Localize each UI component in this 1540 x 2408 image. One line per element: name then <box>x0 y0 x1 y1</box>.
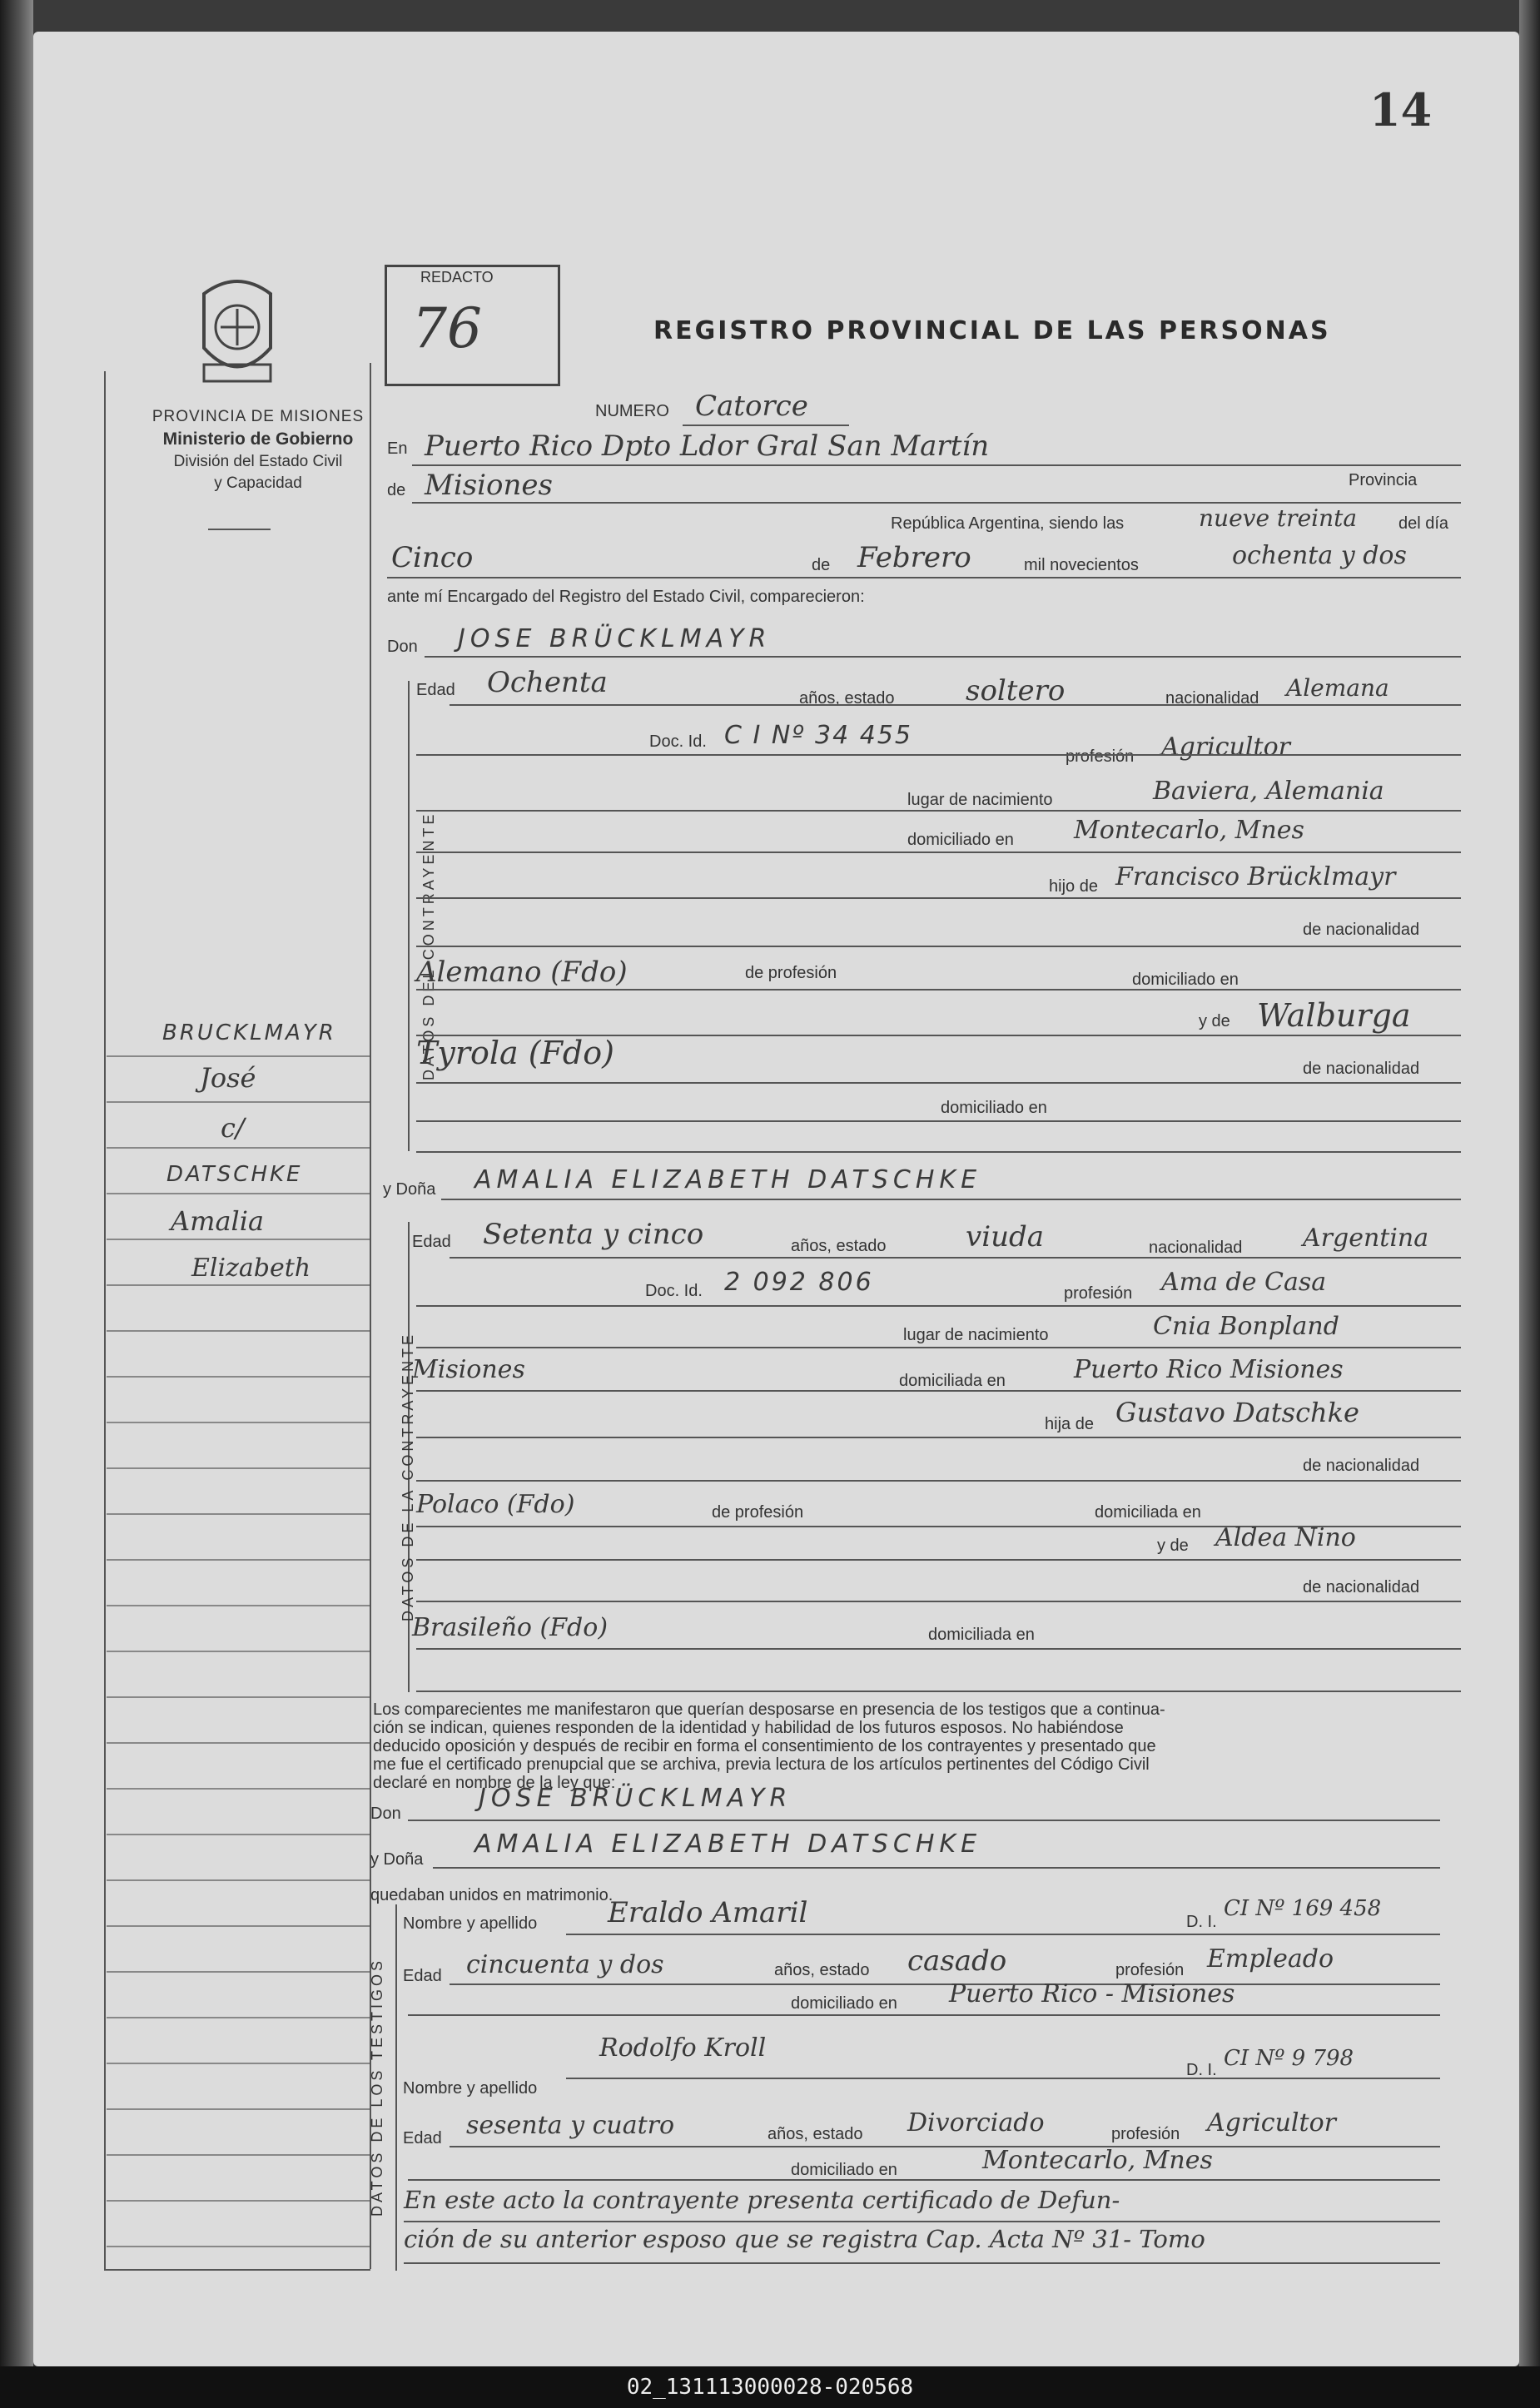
en-label: En <box>387 439 408 458</box>
c-edad-rule <box>450 704 1461 706</box>
f-madre-nac-rule <box>416 1601 1461 1602</box>
c-lugar-label: lugar de nacimiento <box>907 791 1053 809</box>
f-de-nac-rule <box>416 1480 1461 1482</box>
c-madre-value: Walburga <box>1257 997 1411 1034</box>
margin-note-name-2: Amalia <box>171 1205 265 1237</box>
lugar-acto-value: Puerto Rico Dpto Ldor Gral San Martín <box>425 429 990 463</box>
provincia-label: Provincia <box>1349 471 1418 489</box>
c-de-nac2-label: de nacionalidad <box>1303 1060 1420 1078</box>
c-lugar-value: Baviera, Alemania <box>1153 777 1384 806</box>
declaration-line-4: me fue el certificado prenupcial que se archiva, previa lectura de los artículos pertinentes del Código Civil <box>373 1755 1150 1774</box>
ante-label: ante mí Encargado del Registro del Estado Civil, comparecieron: <box>387 588 865 606</box>
f-dom-rule <box>416 1390 1461 1392</box>
f-madre-rule <box>416 1559 1461 1561</box>
c-anos-label: años, estado <box>799 689 895 708</box>
margin-ruled-line <box>107 2017 370 2018</box>
declaration-line-3: deducido oposición y después de recibir en forma el consentimiento de los contrayentes y presentado que <box>373 1737 1156 1755</box>
c-madre-apellido-value: Tyrola (Fdo) <box>416 1035 614 1071</box>
margin-ruled-line <box>107 2063 370 2064</box>
c-dom2-label: domiciliado en <box>941 1099 1047 1117</box>
margin-ruled-line <box>107 2108 370 2110</box>
margin-ruled-line <box>107 1742 370 1744</box>
t2-nombre-label: Nombre y apellido <box>403 2079 538 2098</box>
c-doc-label: Doc. Id. <box>649 732 707 751</box>
f-hija-rule <box>416 1437 1461 1438</box>
archive-id: 02_131113000028-020568 <box>0 2366 1540 2408</box>
f-doc-value: 2 092 806 <box>724 1268 874 1297</box>
margin-ruled-line <box>107 1147 370 1149</box>
nota-line-1: En este acto la contrayente presenta certificado de Defun- <box>404 2186 1120 2214</box>
margin-note-name: José <box>200 1062 256 1094</box>
decl-dona-value: AMALIA ELIZABETH DATSCHKE <box>474 1830 982 1859</box>
f-y-de-label: y de <box>1157 1537 1189 1555</box>
book-binding <box>0 0 33 2408</box>
decl-don-value: JOSE BRÜCKLMAYR <box>479 1784 792 1813</box>
lugar-acto-rule <box>412 464 1461 466</box>
c-nac-label: nacionalidad <box>1165 689 1259 708</box>
t1-prof-value: Empleado <box>1207 1944 1334 1974</box>
decl-don-rule <box>408 1820 1440 1821</box>
decl-dona-rule <box>433 1867 1440 1869</box>
dona-rule <box>441 1199 1461 1200</box>
margin-ruled-line <box>107 1284 370 1286</box>
c-estado-value: soltero <box>966 674 1066 708</box>
margin-rule-left <box>104 371 106 2269</box>
c-de-nac-rule <box>416 946 1461 947</box>
c-hijo-label: hijo de <box>1049 877 1098 896</box>
c-dom-value: Montecarlo, Mnes <box>1074 816 1304 845</box>
c-hijo-value: Francisco Brücklmayr <box>1115 862 1396 891</box>
t2-prof-label: profesión <box>1111 2125 1180 2143</box>
t2-anos-label: años, estado <box>768 2125 863 2143</box>
unidos-label: quedaban unidos en matrimonio. <box>370 1886 614 1904</box>
c-de-prof-label: de profesión <box>745 964 837 982</box>
f-prof-label: profesión <box>1064 1284 1133 1303</box>
f-nac-label: nacionalidad <box>1149 1239 1243 1257</box>
book-edge <box>1519 0 1540 2408</box>
t1-edad-rule <box>450 1983 1440 1985</box>
de2-label: de <box>812 556 831 574</box>
margin-ruled-line <box>107 1376 370 1378</box>
margin-ruled-line <box>107 1605 370 1606</box>
de-label: de <box>387 481 406 499</box>
margin-ruled-line <box>107 1101 370 1103</box>
margin-ruled-line <box>107 1651 370 1652</box>
c-edad-value: Ochenta <box>487 666 608 699</box>
margin-ruled-line <box>107 1834 370 1835</box>
t2-dom-rule <box>408 2179 1440 2181</box>
f-de-nac2-label: de nacionalidad <box>1303 1578 1420 1596</box>
margin-ruled-line <box>107 1330 370 1332</box>
register-page <box>33 32 1519 2366</box>
margin-ruled-line <box>107 1467 370 1469</box>
f-estado-value: viuda <box>966 1220 1045 1254</box>
t1-prof-label: profesión <box>1115 1961 1185 1979</box>
margin-ruled-line <box>107 1513 370 1515</box>
f-hija-value: Gustavo Datschke <box>1115 1397 1359 1428</box>
declaration-line-2: ción se indican, quienes responden de la identidad y habilidad de los futuros esposos. No habiéndose <box>373 1719 1124 1737</box>
margin-ruled-line <box>107 1879 370 1881</box>
provincial-seal-icon <box>187 269 287 390</box>
don-value: JOSE BRÜCKLMAYR <box>458 624 772 653</box>
redacto-value: 76 <box>412 296 482 360</box>
c-dom2-rule <box>416 1120 1461 1122</box>
margin-ruled-line <box>107 1788 370 1790</box>
don-label: Don <box>387 638 418 656</box>
t2-edad-value: sesenta y cuatro <box>466 2111 675 2140</box>
c-hijo-rule <box>416 897 1461 899</box>
dona-label: y Doña <box>383 1180 436 1199</box>
f-doc-label: Doc. Id. <box>645 1282 703 1300</box>
f-anos-label: años, estado <box>791 1237 887 1255</box>
mil-label: mil novecientos <box>1024 556 1139 574</box>
margin-bottom-rule <box>104 2269 370 2271</box>
header-divider <box>208 529 271 530</box>
margin-ruled-line <box>107 1055 370 1057</box>
t1-nombre-value: Eraldo Amaril <box>608 1896 808 1929</box>
c-edad-label: Edad <box>416 681 455 699</box>
t2-dom-value: Montecarlo, Mnes <box>982 2146 1213 2175</box>
f-lugar-prov-value: Misiones <box>412 1355 525 1384</box>
del-dia-label: del día <box>1398 514 1449 533</box>
f-prof-value: Ama de Casa <box>1161 1268 1327 1297</box>
margin-note-surname: BRUCKLMAYR <box>162 1020 336 1045</box>
page-number: 14 <box>1369 83 1433 137</box>
t2-edad-label: Edad <box>403 2129 442 2147</box>
c-padre-dom-label: domiciliado en <box>1132 971 1239 989</box>
c-lugar-rule <box>416 810 1461 812</box>
margin-ruled-line <box>107 2246 370 2247</box>
t2-dom-label: domiciliado en <box>791 2161 897 2179</box>
margin-note-con: c/ <box>221 1112 245 1144</box>
f-doc-rule <box>416 1305 1461 1307</box>
c-padre-rule <box>416 989 1461 991</box>
c-dom-label: domiciliado en <box>907 831 1014 849</box>
declaration-line-1: Los comparecientes me manifestaron que querían desposarse en presencia de los testigos que a continua- <box>373 1700 1165 1719</box>
c-y-de-label: y de <box>1199 1012 1230 1030</box>
contrayenta-section-label: DATOS DE LA CONTRAYENTE <box>400 1331 416 1621</box>
f-dom-label: domiciliada en <box>899 1372 1006 1390</box>
nota-rule-1 <box>404 2221 1440 2222</box>
margin-ruled-line <box>107 1971 370 1973</box>
f-lugar-value: Cnia Bonpland <box>1153 1312 1339 1341</box>
f-hija-label: hija de <box>1045 1415 1094 1433</box>
decl-don-label: Don <box>370 1805 401 1823</box>
t1-nombre-rule <box>566 1934 1440 1935</box>
c-de-nac-label: de nacionalidad <box>1303 921 1420 939</box>
numero-rule <box>683 425 849 426</box>
margin-ruled-line <box>107 1193 370 1194</box>
f-lugar-rule <box>416 1347 1461 1348</box>
f-madre-nac-value: Brasileño (Fdo) <box>412 1613 609 1642</box>
c-doc-value: C I Nº 34 455 <box>724 721 912 750</box>
c-dom-rule <box>416 851 1461 853</box>
contrayente-bracket <box>408 681 410 1151</box>
dona-value: AMALIA ELIZABETH DATSCHKE <box>474 1165 982 1194</box>
provincia-value: Misiones <box>425 469 553 502</box>
t2-prof-value: Agricultor <box>1207 2108 1336 2137</box>
document-title: REGISTRO PROVINCIAL DE LAS PERSONAS <box>653 316 1331 345</box>
provincia-rule <box>412 502 1461 504</box>
numero-value: Catorce <box>695 390 808 423</box>
t1-di-label: D. I. <box>1186 1913 1217 1931</box>
margin-ruled-line <box>107 1925 370 1927</box>
margin-ruled-line <box>107 2200 370 2202</box>
nota-line-2: ción de su anterior esposo que se registra Cap. Acta Nº 31- Tomo <box>404 2225 1205 2253</box>
t2-di-label: D. I. <box>1186 2061 1217 2079</box>
c-nac-value: Alemana <box>1286 674 1389 702</box>
t1-nombre-label: Nombre y apellido <box>403 1914 538 1933</box>
decl-dona-label: y Doña <box>370 1850 424 1869</box>
dia-value: Cinco <box>391 541 474 574</box>
contrayente-section-label: DATOS DEL CONTRAYENTE <box>420 811 437 1080</box>
f-padre-dom-label: domiciliada en <box>1095 1503 1201 1522</box>
f-edad-rule <box>450 1257 1461 1259</box>
f-edad-label: Edad <box>412 1233 451 1251</box>
t1-dom-value: Puerto Rico - Misiones <box>949 1979 1235 2008</box>
margin-note-name-3: Elizabeth <box>191 1254 311 1283</box>
don-rule <box>425 656 1461 658</box>
ministry-name: Ministerio de Gobierno <box>162 429 354 449</box>
t2-di-value: CI Nº 9 798 <box>1224 2046 1354 2071</box>
margin-ruled-line <box>107 2154 370 2156</box>
f-end-rule <box>416 1691 1461 1692</box>
hora-value: nueve treinta <box>1199 504 1358 532</box>
republica-label: República Argentina, siendo las <box>891 514 1125 533</box>
f-madre-value: Aldea Nino <box>1215 1523 1356 1552</box>
f-lugar-label: lugar de nacimiento <box>903 1326 1049 1344</box>
redacto-label: REDACTO <box>420 269 494 285</box>
c-doc-rule <box>416 754 1461 756</box>
capacity-name: y Capacidad <box>214 474 302 492</box>
t2-estado-value: Divorciado <box>907 2108 1045 2137</box>
f-padre-nac-value: Polaco (Fdo) <box>416 1490 575 1519</box>
nota-rule-2 <box>404 2262 1440 2264</box>
f-de-prof-label: de profesión <box>712 1503 804 1522</box>
margin-ruled-line <box>107 1559 370 1561</box>
declaration-line-5: declaré en nombre de la ley que: <box>373 1774 616 1792</box>
t1-edad-label: Edad <box>403 1967 442 1985</box>
fecha-rule <box>387 577 1461 578</box>
t2-nombre-rule <box>566 2078 1440 2079</box>
province-name: PROVINCIA DE MISIONES <box>152 408 365 425</box>
c-prof-value: Agricultor <box>1161 732 1290 762</box>
margin-ruled-line <box>107 1696 370 1698</box>
f-dom-value: Puerto Rico Misiones <box>1074 1355 1344 1384</box>
c-prof-label: profesión <box>1066 747 1135 766</box>
t1-di-value: CI Nº 169 458 <box>1224 1896 1382 1921</box>
c-madre-nac-rule <box>416 1082 1461 1084</box>
t2-edad-rule <box>450 2146 1440 2147</box>
testigos-section-label: DATOS DE LOS TESTIGOS <box>369 1957 385 2217</box>
t1-dom-rule <box>408 2014 1440 2016</box>
f-nac-value: Argentina <box>1303 1224 1429 1253</box>
f-edad-value: Setenta y cinco <box>483 1218 704 1251</box>
anio-value: ochenta y dos <box>1232 541 1407 570</box>
division-name: División del Estado Civil <box>173 453 343 470</box>
numero-label: NUMERO <box>595 402 669 420</box>
margin-note-surname-2: DATSCHKE <box>166 1162 303 1187</box>
f-de-nac-label: de nacionalidad <box>1303 1457 1420 1475</box>
c-padre-nac-value: Alemano (Fdo) <box>416 956 628 989</box>
f-dom2-rule <box>416 1648 1461 1650</box>
c-end-rule <box>416 1151 1461 1153</box>
t1-edad-value: cincuenta y dos <box>466 1950 664 1979</box>
t1-estado-value: casado <box>907 1944 1007 1978</box>
mes-value: Febrero <box>857 541 971 574</box>
margin-ruled-line <box>107 1239 370 1240</box>
t1-anos-label: años, estado <box>774 1961 870 1979</box>
t2-nombre-value: Rodolfo Kroll <box>599 2033 767 2063</box>
t1-dom-label: domiciliado en <box>791 1994 897 2013</box>
margin-ruled-line <box>107 1422 370 1423</box>
testigos-bracket <box>395 1904 397 2271</box>
f-dom2-label: domiciliada en <box>928 1626 1035 1644</box>
redacto-box <box>385 265 560 386</box>
